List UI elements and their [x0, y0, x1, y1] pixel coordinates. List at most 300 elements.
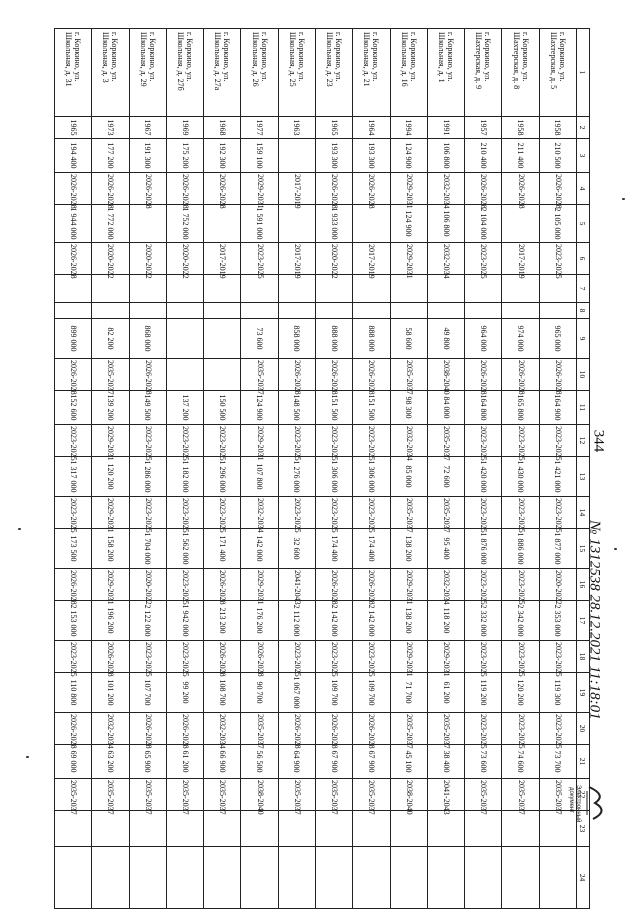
- value-cell: [92, 319, 129, 359]
- period-cell: [427, 243, 464, 279]
- cell-text: 2020-2022: [181, 244, 191, 279]
- period-cell: [427, 779, 464, 815]
- period-cell: [539, 569, 576, 605]
- cell-text: 152 600: [68, 394, 78, 421]
- table-row: [129, 29, 166, 909]
- value-cell: [166, 275, 203, 303]
- value-cell: [55, 601, 92, 641]
- cell-text: 2035-2037: [367, 780, 377, 815]
- cell-text: 2023-2025: [143, 498, 153, 533]
- value-cell: [502, 745, 539, 779]
- cell-text: 84 000: [441, 396, 451, 419]
- electronic-document-logo: [568, 768, 618, 838]
- value-cell: [129, 139, 166, 173]
- cell-text: 1 886 000: [516, 532, 526, 565]
- period-cell: [204, 243, 241, 279]
- period-cell: [92, 243, 129, 279]
- cell-text: 137 200: [180, 394, 190, 421]
- cell-text: 2026-2028: [516, 174, 526, 209]
- value-cell: [465, 139, 502, 173]
- period-cell: [129, 359, 166, 395]
- value-cell: [204, 811, 241, 847]
- cell-text: 2026-2028: [553, 360, 563, 395]
- cell-text: 2023-2025: [516, 498, 526, 533]
- cell-text: 2023-2025: [479, 244, 489, 279]
- cell-text: 2035-2037: [404, 714, 414, 749]
- column-number-cell: 3: [577, 139, 590, 173]
- column-number-cell: 11: [577, 391, 590, 425]
- value-cell: [353, 139, 390, 173]
- cell-text: 149 500: [143, 394, 153, 421]
- cell-text: 98 300: [404, 396, 414, 419]
- cell-text: 1 704 000: [143, 532, 153, 565]
- cell-text: 2026-2028: [69, 714, 79, 749]
- value-cell: [278, 673, 315, 713]
- value-cell: [129, 275, 166, 303]
- cell-text: 2026-2028: [330, 714, 340, 749]
- value-cell: [204, 205, 241, 243]
- address-cell: [92, 29, 129, 117]
- cell-text: 2023-2025: [181, 570, 191, 605]
- cell-text: 2035-2037: [181, 780, 191, 815]
- value-cell: [55, 275, 92, 303]
- value-cell: [427, 529, 464, 569]
- period-cell: [241, 641, 278, 677]
- cell-text: 2023-2025: [479, 714, 489, 749]
- cell-text: 120 200: [516, 679, 526, 706]
- cell-text: 2026-2028: [479, 360, 489, 395]
- value-cell: [92, 303, 129, 319]
- cell-text: 2026-2028: [367, 714, 377, 749]
- value-cell: [204, 601, 241, 641]
- cell-text: 2038-2040: [404, 780, 414, 815]
- value-cell: [278, 303, 315, 319]
- period-cell: [502, 713, 539, 749]
- cell-text: 2035-2037: [255, 714, 265, 749]
- cell-text: 2023-2025: [69, 498, 79, 533]
- cell-text: 2035-2037: [442, 714, 452, 749]
- cell-text: 2035-2037: [553, 780, 563, 815]
- cell-text: 194 400: [68, 142, 78, 169]
- period-cell: [390, 243, 427, 279]
- cell-text: 2032-2034: [442, 570, 452, 605]
- cell-text: 2029-2031: [255, 174, 265, 209]
- period-cell: [502, 425, 539, 461]
- cell-text: 1 306 000: [366, 460, 376, 493]
- cell-text: 1 420 000: [478, 460, 488, 493]
- cell-text: 1 876 000: [478, 532, 488, 565]
- value-cell: [92, 275, 129, 303]
- value-cell: [92, 601, 129, 641]
- cell-text: 2026-2028: [69, 174, 79, 209]
- period-cell: [278, 713, 315, 749]
- value-cell: [166, 673, 203, 713]
- scan-speck: [26, 756, 29, 758]
- period-cell: [390, 497, 427, 533]
- period-cell: [241, 359, 278, 395]
- value-cell: [539, 117, 576, 139]
- value-cell: [316, 303, 353, 319]
- value-cell: [241, 319, 278, 359]
- cell-text: 2035-2037: [218, 780, 228, 815]
- period-cell: [465, 497, 502, 533]
- table-row: [204, 29, 241, 909]
- cell-text: 106 800: [441, 142, 451, 169]
- period-cell: [465, 713, 502, 749]
- value-cell: [390, 303, 427, 319]
- value-cell: [539, 673, 576, 713]
- cell-text: 1965: [68, 119, 78, 136]
- period-cell: [427, 713, 464, 749]
- value-cell: [390, 319, 427, 359]
- value-cell: [502, 529, 539, 569]
- cell-text: 1958: [516, 119, 526, 136]
- table-row: [316, 29, 353, 909]
- value-cell: [465, 205, 502, 243]
- period-cell: [55, 641, 92, 677]
- value-cell: [539, 391, 576, 425]
- page-number: 344: [590, 429, 607, 453]
- cell-text: 2023-2025: [516, 570, 526, 605]
- period-cell: [241, 779, 278, 815]
- cell-text: 1 067 000: [292, 676, 302, 709]
- cell-text: 2026-2028: [69, 570, 79, 605]
- period-cell: [204, 779, 241, 815]
- cell-text: 2023-2025: [218, 498, 228, 533]
- address-cell: [166, 29, 203, 117]
- value-cell: [465, 117, 502, 139]
- period-cell: [92, 173, 129, 209]
- cell-text: 868 000: [143, 325, 153, 352]
- period-cell: [390, 173, 427, 209]
- cell-text: 82 200: [105, 327, 115, 350]
- address-cell: [241, 29, 278, 117]
- period-cell: [204, 425, 241, 461]
- value-cell: [55, 319, 92, 359]
- document-registration-stamp: № 1312538 28.12.2021 11:18:01: [586, 520, 603, 720]
- column-number-cell: 16: [577, 569, 590, 601]
- value-cell: [427, 117, 464, 139]
- cell-text: 49 800: [441, 327, 451, 350]
- value-cell: [427, 457, 464, 497]
- column-number-cell: 23: [577, 811, 590, 847]
- period-cell: [55, 713, 92, 749]
- period-cell: [166, 641, 203, 677]
- value-cell: [539, 811, 576, 847]
- cell-text: 63 200: [105, 750, 115, 773]
- cell-text: 2035-2037: [404, 498, 414, 533]
- value-cell: [427, 391, 464, 425]
- value-cell: [129, 391, 166, 425]
- value-cell: [204, 391, 241, 425]
- period-cell: [55, 497, 92, 533]
- table-row: [166, 29, 203, 909]
- period-cell: [166, 779, 203, 815]
- value-cell: [539, 139, 576, 173]
- scan-speck: [622, 198, 625, 200]
- cell-text: 66 900: [217, 750, 227, 773]
- cell-text: 1 772 000: [105, 207, 115, 240]
- cell-text: 2026-2028: [218, 174, 228, 209]
- period-cell: [502, 359, 539, 395]
- cell-text: 1 317 000: [68, 460, 78, 493]
- cell-text: 2026-2028: [292, 714, 302, 749]
- value-cell: [502, 117, 539, 139]
- value-cell: [465, 673, 502, 713]
- value-cell: [92, 745, 129, 779]
- cell-text: г. Коркино, ул. Школьная, д. 27а: [213, 32, 232, 91]
- cell-text: 2035-2037: [106, 360, 116, 395]
- cell-text: 2026-2028: [181, 714, 191, 749]
- cell-text: 210 400: [478, 142, 488, 169]
- cell-text: 174 400: [366, 535, 376, 562]
- cell-text: г. Коркино, ул. Шахтерская, д. 8: [511, 32, 530, 90]
- cell-text: 106 800: [441, 210, 451, 237]
- cell-text: 142 000: [255, 535, 265, 562]
- cell-text: 1 306 000: [329, 460, 339, 493]
- value-cell: [390, 275, 427, 303]
- cell-text: 120 200: [105, 463, 115, 490]
- cell-text: 2032-2034: [255, 498, 265, 533]
- period-cell: [166, 425, 203, 461]
- period-cell: [55, 569, 92, 605]
- value-cell: [390, 529, 427, 569]
- cell-text: 2026-2028: [367, 174, 377, 209]
- period-cell: [241, 569, 278, 605]
- value-cell: [427, 745, 464, 779]
- value-cell: [465, 457, 502, 497]
- address-cell: [55, 29, 92, 117]
- period-cell: [539, 425, 576, 461]
- value-cell: [166, 319, 203, 359]
- address-cell: [129, 29, 166, 117]
- cell-text: 1 591 000: [255, 207, 265, 240]
- cell-text: 2023-2025: [553, 426, 563, 461]
- cell-text: 90 700: [255, 681, 265, 704]
- value-cell: [539, 601, 576, 641]
- cell-text: г. Коркино, ул. Школьная, д. 16: [399, 32, 418, 87]
- value-cell: [390, 601, 427, 641]
- cell-text: г. Коркино, ул. Школьная, д. 25: [287, 32, 306, 87]
- column-number-cell: 6: [577, 243, 590, 275]
- cell-text: 2020-2022: [553, 570, 563, 605]
- cell-text: 2029-2031: [404, 642, 414, 677]
- value-cell: [129, 117, 166, 139]
- period-cell: [278, 359, 315, 395]
- cell-text: 2 142 000: [329, 604, 339, 637]
- value-cell: [539, 303, 576, 319]
- value-cell: [316, 275, 353, 303]
- value-cell: [353, 601, 390, 641]
- cell-text: 2035-2037: [106, 780, 116, 815]
- value-cell: [316, 529, 353, 569]
- value-cell: [427, 205, 464, 243]
- cell-text: 2026-2028: [143, 714, 153, 749]
- value-cell: [278, 745, 315, 779]
- period-cell: [92, 641, 129, 677]
- cell-text: 2026-2028: [181, 174, 191, 209]
- cell-text: 2032-2034: [106, 714, 116, 749]
- cell-text: 1977: [255, 119, 265, 136]
- value-cell: [316, 847, 353, 909]
- cell-text: 2035-2037: [292, 780, 302, 815]
- cell-text: 1 877 000: [553, 532, 563, 565]
- cell-text: 1 933 000: [329, 207, 339, 240]
- period-cell: [427, 497, 464, 533]
- value-cell: [55, 745, 92, 779]
- column-number-cell: 10: [577, 359, 590, 391]
- period-cell: [129, 569, 166, 605]
- cell-text: 95 400: [441, 537, 451, 560]
- address-cell: [353, 29, 390, 117]
- cell-text: г. Коркино, ул. Школьная, д. 29: [138, 32, 157, 87]
- value-cell: [204, 319, 241, 359]
- cell-text: 2035-2037: [69, 780, 79, 815]
- value-cell: [353, 303, 390, 319]
- cell-text: 65 900: [143, 750, 153, 773]
- cell-text: 158 200: [105, 535, 115, 562]
- period-cell: [465, 173, 502, 209]
- value-cell: [241, 745, 278, 779]
- value-cell: [55, 673, 92, 713]
- period-cell: [278, 641, 315, 677]
- value-cell: [204, 139, 241, 173]
- seal-icon: [568, 768, 618, 838]
- value-cell: [316, 457, 353, 497]
- value-cell: [502, 391, 539, 425]
- cell-text: 196 200: [105, 607, 115, 634]
- value-cell: [465, 303, 502, 319]
- cell-text: 124 900: [404, 142, 414, 169]
- cell-text: г. Коркино, ул. Школьная, д. 23: [325, 32, 344, 87]
- period-cell: [55, 359, 92, 395]
- period-cell: [241, 713, 278, 749]
- period-cell: [465, 779, 502, 815]
- cell-text: 74 600: [516, 750, 526, 773]
- cell-text: 32 600: [292, 537, 302, 560]
- value-cell: [129, 205, 166, 243]
- cell-text: 1 296 000: [217, 460, 227, 493]
- cell-text: 193 300: [366, 142, 376, 169]
- value-cell: [92, 139, 129, 173]
- period-cell: [129, 173, 166, 209]
- cell-text: 1958: [553, 119, 563, 136]
- cell-text: 2026-2028: [106, 642, 116, 677]
- period-cell: [129, 779, 166, 815]
- cell-text: 176 200: [255, 607, 265, 634]
- cell-text: 73 600: [478, 750, 488, 773]
- value-cell: [502, 457, 539, 497]
- period-cell: [316, 641, 353, 677]
- cell-text: 2023-2025: [367, 642, 377, 677]
- cell-text: 109 700: [366, 679, 376, 706]
- value-cell: [465, 275, 502, 303]
- cell-text: 2032-2034: [404, 426, 414, 461]
- period-cell: [390, 779, 427, 815]
- cell-text: 2029-2031: [404, 244, 414, 279]
- period-cell: [92, 569, 129, 605]
- cell-text: 164 900: [553, 394, 563, 421]
- value-cell: [204, 745, 241, 779]
- value-cell: [390, 811, 427, 847]
- value-cell: [204, 117, 241, 139]
- cell-text: 2023-2025: [181, 498, 191, 533]
- cell-text: 2035-2037: [479, 780, 489, 815]
- period-cell: [316, 425, 353, 461]
- cell-text: 2032-2034: [442, 244, 452, 279]
- value-cell: [316, 745, 353, 779]
- cell-text: 107 700: [143, 679, 153, 706]
- cell-text: 2023-2025: [479, 498, 489, 533]
- cell-text: 124 900: [404, 210, 414, 237]
- period-cell: [129, 641, 166, 677]
- cell-text: 2023-2025: [69, 642, 79, 677]
- scan-speck: [614, 548, 617, 550]
- cell-text: г. Коркино, ул. Школьная, д. 27б: [176, 32, 195, 91]
- value-cell: [166, 745, 203, 779]
- period-cell: [204, 641, 241, 677]
- cell-text: 2032-2034: [442, 174, 452, 209]
- value-cell: [166, 391, 203, 425]
- period-cell: [390, 713, 427, 749]
- value-cell: [502, 275, 539, 303]
- column-number-cell: 8: [577, 303, 590, 319]
- value-cell: [539, 847, 576, 909]
- period-cell: [353, 569, 390, 605]
- cell-text: 965 000: [553, 325, 563, 352]
- cell-text: 2023-2025: [181, 642, 191, 677]
- cell-text: 1968: [217, 119, 227, 136]
- value-cell: [241, 303, 278, 319]
- period-cell: [390, 641, 427, 677]
- table-row: [539, 29, 576, 909]
- value-cell: [278, 847, 315, 909]
- table-row: [502, 29, 539, 909]
- period-cell: [241, 425, 278, 461]
- value-cell: [390, 745, 427, 779]
- cell-text: 1973: [105, 119, 115, 136]
- period-cell: [427, 641, 464, 677]
- cell-text: 107 800: [255, 463, 265, 490]
- address-cell: [465, 29, 502, 117]
- cell-text: 38 400: [441, 750, 451, 773]
- value-cell: [166, 205, 203, 243]
- cell-text: 2023-2025: [516, 426, 526, 461]
- cell-text: 139 200: [105, 394, 115, 421]
- address-cell: [502, 29, 539, 117]
- cell-text: 2023-2025: [479, 642, 489, 677]
- cell-text: 2026-2028: [367, 360, 377, 395]
- cell-text: 148 500: [292, 394, 302, 421]
- value-cell: [241, 529, 278, 569]
- value-cell: [502, 673, 539, 713]
- value-cell: [55, 391, 92, 425]
- cell-text: г. Коркино, ул. Шахтерская, д. 9: [474, 32, 493, 90]
- period-cell: [465, 641, 502, 677]
- cell-text: 2038-2040: [442, 360, 452, 395]
- value-cell: [539, 205, 576, 243]
- value-cell: [129, 303, 166, 319]
- value-cell: [166, 601, 203, 641]
- value-cell: [278, 529, 315, 569]
- value-cell: [316, 601, 353, 641]
- period-cell: [55, 173, 92, 209]
- cell-text: 164 800: [478, 394, 488, 421]
- value-cell: [353, 457, 390, 497]
- cell-text: г. Коркино, ул. Школьная, д. 26: [250, 32, 269, 87]
- cell-text: 1 182 000: [180, 460, 190, 493]
- table-row: [92, 29, 129, 909]
